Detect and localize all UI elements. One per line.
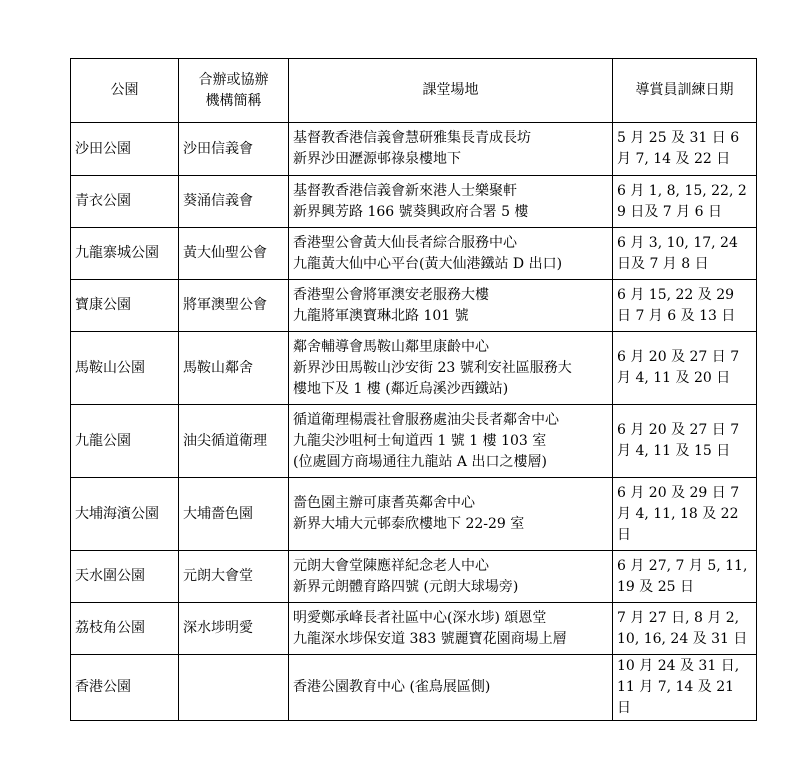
venue-line: 香港聖公會黃大仙長者綜合服務中心 xyxy=(293,234,517,251)
dates-cell: 6 月 3, 10, 17, 24 日及 7 月 8 日 xyxy=(613,228,757,280)
organization-cell: 葵涌信義會 xyxy=(179,176,289,228)
park-cell: 青衣公園 xyxy=(71,176,179,228)
venue-line: 基督教香港信義會新來港人士樂聚軒 xyxy=(293,182,517,199)
table-row xyxy=(71,603,757,655)
dates-cell: 10 月 24 及 31 日, 11 月 7, 14 及 21 日 xyxy=(613,655,757,721)
park-cell: 荔枝角公園 xyxy=(71,603,179,655)
header-dates: 導賞員訓練日期 xyxy=(613,59,757,123)
table-header-row xyxy=(71,59,757,123)
organization-cell: 元朗大會堂 xyxy=(179,551,289,603)
venue-cell xyxy=(289,228,613,280)
header-organization-line2: 機構簡稱 xyxy=(205,92,262,109)
venue-line: 循道衛理楊震社會服務處油尖長者鄰舍中心 xyxy=(293,411,559,428)
venue-cell xyxy=(289,176,613,228)
venue-cell xyxy=(289,280,613,332)
venue-line: 香港聖公會將軍澳安老服務大樓 xyxy=(293,286,489,303)
table-row xyxy=(71,123,757,176)
organization-cell: 大埔嗇色園 xyxy=(179,478,289,551)
venue-line: (位處圓方商場通往九龍站 A 出口之樓層) xyxy=(293,453,547,470)
venue-cell xyxy=(289,551,613,603)
venue-cell xyxy=(289,405,613,478)
venue-line: 香港公園教育中心 (雀鳥展區側) xyxy=(293,679,491,695)
venue-line: 九龍黃大仙中心平台(黃大仙港鐵站 D 出口) xyxy=(293,255,563,272)
venue-line: 九龍深水埗保安道 383 號麗寶花園商場上層 xyxy=(293,630,567,647)
table-row xyxy=(71,228,757,280)
venue-cell xyxy=(289,332,613,405)
table-row xyxy=(71,655,757,721)
park-cell: 大埔海濱公園 xyxy=(71,478,179,551)
park-cell: 寶康公園 xyxy=(71,280,179,332)
organization-cell xyxy=(179,655,289,721)
park-cell: 沙田公園 xyxy=(71,123,179,176)
park-cell: 香港公園 xyxy=(71,655,179,721)
header-organization xyxy=(179,59,289,123)
venue-cell xyxy=(289,603,613,655)
dates-cell: 6 月 20 及 27 日 7 月 4, 11 及 15 日 xyxy=(613,405,757,478)
table-row xyxy=(71,405,757,478)
venue-cell xyxy=(289,123,613,176)
venue-line: 新界大埔大元邨泰欣樓地下 22-29 室 xyxy=(293,516,525,532)
venue-cell xyxy=(289,655,613,721)
organization-cell: 油尖循道衛理 xyxy=(179,405,289,478)
venue-line: 嗇色園主辦可康耆英鄰舍中心 xyxy=(293,495,475,511)
venue-line: 鄰舍輔導會馬鞍山鄰里康齡中心 xyxy=(293,338,489,355)
organization-cell: 深水埗明愛 xyxy=(179,603,289,655)
dates-cell: 6 月 27, 7 月 5, 11, 19 及 25 日 xyxy=(613,551,757,603)
venue-line: 新界沙田瀝源邨祿泉樓地下 xyxy=(293,151,461,167)
venue-line: 新界興芳路 166 號葵興政府合署 5 樓 xyxy=(293,203,529,220)
park-cell: 馬鞍山公園 xyxy=(71,332,179,405)
table-row xyxy=(71,176,757,228)
organization-cell: 沙田信義會 xyxy=(179,123,289,176)
park-cell: 九龍公園 xyxy=(71,405,179,478)
table-body xyxy=(71,123,757,721)
header-organization-line1: 合辦或協辦 xyxy=(198,71,269,88)
dates-cell: 6 月 20 及 27 日 7 月 4, 11 及 20 日 xyxy=(613,332,757,405)
organization-cell: 黃大仙聖公會 xyxy=(179,228,289,280)
header-park: 公園 xyxy=(71,59,179,123)
dates-cell: 6 月 15, 22 及 29 日 7 月 6 及 13 日 xyxy=(613,280,757,332)
training-schedule-table xyxy=(70,58,757,721)
venue-line: 九龍將軍澳寶琳北路 101 號 xyxy=(293,307,469,324)
venue-line: 新界沙田馬鞍山沙安街 23 號利安社區服務大 xyxy=(293,359,572,376)
park-cell: 天水圍公園 xyxy=(71,551,179,603)
venue-line: 九龍尖沙咀柯士甸道西 1 號 1 樓 103 室 xyxy=(293,432,547,449)
organization-cell: 將軍澳聖公會 xyxy=(179,280,289,332)
venue-line: 明愛鄭承峰長者社區中心(深水埗) 頌恩堂 xyxy=(293,609,547,626)
venue-line: 樓地下及 1 樓 (鄰近烏溪沙西鐵站) xyxy=(293,380,509,397)
venue-line: 新界元朗體育路四號 (元朗大球場旁) xyxy=(293,578,519,595)
park-cell: 九龍寨城公園 xyxy=(71,228,179,280)
header-venue: 課堂場地 xyxy=(289,59,613,123)
venue-cell xyxy=(289,478,613,551)
dates-cell: 7 月 27 日, 8 月 2, 10, 16, 24 及 31 日 xyxy=(613,603,757,655)
dates-cell: 6 月 1, 8, 15, 22, 29 日及 7 月 6 日 xyxy=(613,176,757,228)
dates-cell: 6 月 20 及 29 日 7 月 4, 11, 18 及 22 日 xyxy=(613,478,757,551)
venue-line: 元朗大會堂陳應祥紀念老人中心 xyxy=(293,557,489,574)
organization-cell: 馬鞍山鄰舍 xyxy=(179,332,289,405)
table-row xyxy=(71,332,757,405)
dates-cell: 5 月 25 及 31 日 6 月 7, 14 及 22 日 xyxy=(613,123,757,176)
table-row xyxy=(71,478,757,551)
table-row xyxy=(71,280,757,332)
venue-line: 基督教香港信義會慧研雅集長青成長坊 xyxy=(293,130,531,146)
table-row xyxy=(71,551,757,603)
